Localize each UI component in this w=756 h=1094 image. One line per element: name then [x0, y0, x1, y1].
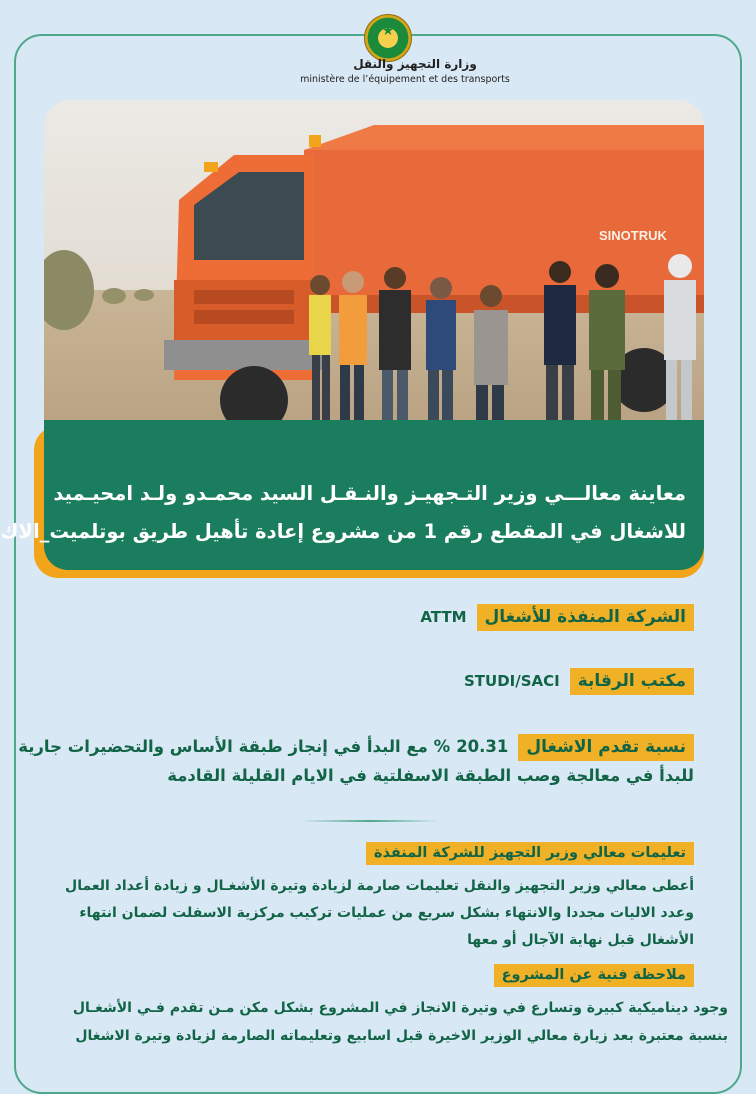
contractor-row: [420, 604, 694, 631]
progress-label: نسبة تقدم الاشغال: [518, 734, 694, 761]
technical-note-line-1: وجود ديناميكية كبيرة وتسارع في وتيرة الانجاز في المشروع بشكل مكن مـن تقدم فـي الأشغـال: [72, 1000, 728, 1016]
supervision-label: مكتب الرقابة: [570, 668, 694, 695]
progress-row: [18, 734, 694, 761]
technical-note-heading: ملاحظة فنية عن المشروع: [494, 964, 694, 987]
instructions-line-3: الأشغال قبل نهاية الآجال أو معها: [467, 932, 694, 948]
supervision-value: STUDI/SACI: [464, 672, 560, 690]
contractor-value: ATTM: [420, 608, 467, 626]
truck-brand-text: SINOTRUK: [599, 228, 667, 243]
instructions-line-1: أعطى معالي وزير التجهيز والنقل تعليمات صارمة لزيادة وتيرة الأشغـال و زيادة أعداد العمال: [65, 878, 694, 894]
supervision-row: [464, 668, 694, 695]
technical-note-line-2: بنسبة معتبرة بعد زيارة معالي الوزير الاخيرة قبل اسابيع وتعليماته الصارمة لزيادة وتيرة الاشغال: [75, 1028, 728, 1044]
progress-line-1: % مع البدأ في إنجاز طبقة الأساس والتحضيرات جارية: [18, 737, 451, 756]
ministry-name-arabic: وزارة التجهيز والنقل: [353, 57, 477, 71]
ministry-name-french: ministère de l’équipement et des transports: [300, 74, 510, 85]
caption-line-1: معاينة معالـــي وزير التـجهيـز والنـقـل السيد محمـدو ولـد امحيـميد: [53, 482, 686, 505]
progress-line-2: للبدأ في معالجة وصب الطبقة الاسفلتية في الايام القليلة القادمة: [167, 766, 694, 785]
caption-line-2: للاشغال في المقطع رقم 1 من مشروع إعادة تأهيل طريق بوتلميت_الاك: [0, 520, 686, 543]
ministry-emblem-icon: ★: [364, 14, 412, 62]
caption-banner: [0, 420, 704, 570]
contractor-label: الشركة المنفذة للأشغال: [477, 604, 695, 631]
progress-percent: 20.31: [456, 737, 509, 756]
section-divider: [300, 820, 440, 822]
instructions-heading: تعليمات معالي وزير التجهيز للشركة المنفذة: [366, 842, 694, 865]
instructions-line-2: وعدد الاليات مجددا والانتهاء بشكل سريع من عمليات تركيب مركزية الاسفلت لضمان انتهاء: [79, 905, 694, 921]
